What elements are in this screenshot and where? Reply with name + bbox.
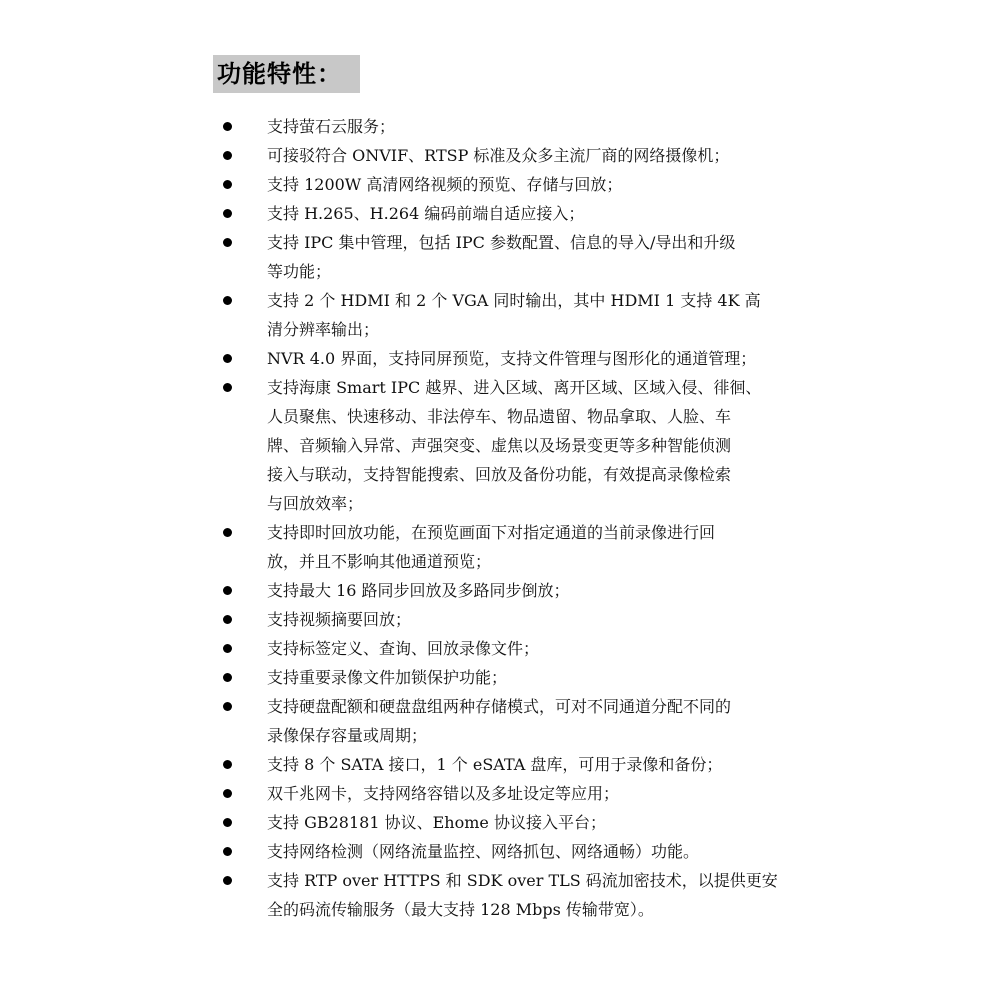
feature-text: 支持海康 Smart IPC 越界、进入区域、离开区域、区域入侵、徘徊、 人员聚焦、快速移动、非法停车、物品遗留、物品拿取、人脸、车 牌、音频输入异常、声强突变、虚焦以及场景变更等多种智能侦测 接入与联动，支持智能搜索、回放及备份功能，有效提高录像检索 与回放效率； xyxy=(267,378,762,513)
feature-text: 支持 2 个 HDMI 和 2 个 VGA 同时输出，其中 HDMI 1 支持 4K 高 清分辨率输出； xyxy=(267,291,761,339)
feature-text: 支持 1200W 高清网络视频的预览、存储与回放； xyxy=(267,175,623,194)
bullet-icon xyxy=(223,702,232,711)
feature-item xyxy=(0,605,829,634)
bullet-icon xyxy=(223,586,232,595)
bullet-icon xyxy=(223,847,232,856)
feature-item xyxy=(0,866,829,924)
feature-text: 支持 RTP over HTTPS 和 SDK over TLS 码流加密技术，以提供更安 全的码流传输服务（最大支持 128 Mbps 传输带宽）。 xyxy=(267,871,778,919)
bullet-icon xyxy=(223,673,232,682)
feature-text: 支持萤石云服务； xyxy=(267,117,396,136)
feature-text: 支持标签定义、查询、回放录像文件； xyxy=(267,639,540,658)
bullet-icon xyxy=(223,354,232,363)
feature-item xyxy=(0,141,829,170)
feature-item xyxy=(0,692,829,750)
feature-item xyxy=(0,837,829,866)
feature-list xyxy=(0,112,1000,924)
feature-text: 支持 GB28181 协议、Ehome 协议接入平台； xyxy=(267,813,606,832)
feature-text: 支持硬盘配额和硬盘盘组两种存储模式，可对不同通道分配不同的 录像保存容量或周期； xyxy=(267,697,732,745)
feature-item xyxy=(0,808,829,837)
feature-item xyxy=(0,286,829,344)
feature-item xyxy=(0,228,829,286)
bullet-icon xyxy=(223,876,232,885)
feature-text: 支持 IPC 集中管理，包括 IPC 参数配置、信息的导入/导出和升级 等功能； xyxy=(267,233,736,281)
feature-text: NVR 4.0 界面，支持同屏预览，支持文件管理与图形化的通道管理； xyxy=(267,349,757,368)
bullet-icon xyxy=(223,789,232,798)
bullet-icon xyxy=(223,209,232,218)
bullet-icon xyxy=(223,151,232,160)
feature-text: 支持网络检测（网络流量监控、网络抓包、网络通畅）功能。 xyxy=(267,842,700,861)
feature-text: 支持 8 个 SATA 接口，1 个 eSATA 盘库，可用于录像和备份； xyxy=(267,755,723,774)
feature-item xyxy=(0,170,829,199)
feature-text: 可接驳符合 ONVIF、RTSP 标准及众多主流厂商的网络摄像机； xyxy=(267,146,730,165)
bullet-icon xyxy=(223,180,232,189)
feature-item xyxy=(0,344,829,373)
bullet-icon xyxy=(223,383,232,392)
feature-item xyxy=(0,518,829,576)
feature-text: 支持视频摘要回放； xyxy=(267,610,412,629)
feature-text: 支持即时回放功能，在预览画面下对指定通道的当前录像进行回 放，并且不影响其他通道预览； xyxy=(267,523,716,571)
bullet-icon xyxy=(223,615,232,624)
feature-text: 支持 H.265、H.264 编码前端自适应接入； xyxy=(267,204,585,223)
section-heading: 功能特性： xyxy=(213,55,360,93)
feature-item xyxy=(0,750,829,779)
feature-item xyxy=(0,576,829,605)
feature-item xyxy=(0,779,829,808)
bullet-icon xyxy=(223,296,232,305)
bullet-icon xyxy=(223,528,232,537)
bullet-icon xyxy=(223,818,232,827)
bullet-icon xyxy=(223,644,232,653)
feature-item xyxy=(0,373,829,518)
feature-text: 支持重要录像文件加锁保护功能； xyxy=(267,668,508,687)
feature-item xyxy=(0,634,829,663)
feature-text: 支持最大 16 路同步回放及多路同步倒放； xyxy=(267,581,570,600)
feature-item xyxy=(0,663,829,692)
feature-item xyxy=(0,112,829,141)
bullet-icon xyxy=(223,238,232,247)
bullet-icon xyxy=(223,760,232,769)
bullet-icon xyxy=(223,122,232,131)
feature-text: 双千兆网卡，支持网络容错以及多址设定等应用； xyxy=(267,784,620,803)
feature-item xyxy=(0,199,829,228)
